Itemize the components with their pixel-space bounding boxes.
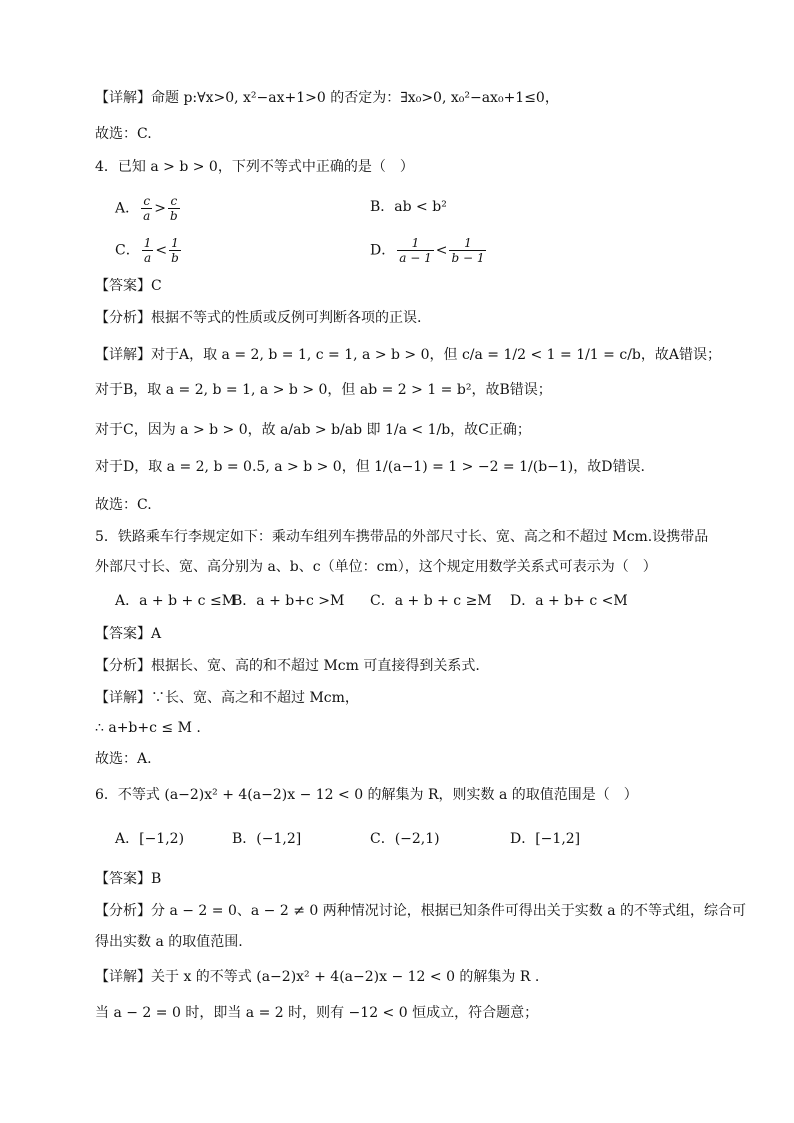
q6-detail-2: 当 a − 2 = 0 时，即当 a = 2 时，则有 −12 < 0 恒成立，符合题意； <box>95 1005 539 1021</box>
q4-detail-4: 对于D，取 a = 2, b = 0.5, a > b > 0，但 1/(a−1) = 1 > −2 = 1/(b−1)，故D错误. <box>95 459 645 475</box>
q4-analysis: 【分析】根据不等式的性质或反例可判断各项的正误. <box>95 310 422 326</box>
q6-option-c: C．(−2,1) <box>370 831 440 847</box>
q4-option-d: D． $\frac{1}{a - 1}$ < $\frac{1}{b - 1}$ <box>370 236 485 265</box>
q4-detail-2: 对于B，取 a = 2, b = 1, a > b > 0，但 ab = 2 > 1 = b²，故B错误； <box>95 382 552 398</box>
q5-option-b: B．a + b+c >M <box>232 593 345 609</box>
q6-analysis-2: 得出实数 a 的取值范围. <box>95 934 243 950</box>
q6-detail-1: 【详解】关于 x 的不等式 (a−2)x² + 4(a−2)x − 12 < 0 的解集为 R . <box>95 969 540 985</box>
q5-option-a: A．a + b + c ≤M <box>115 593 237 609</box>
q4-option-b: B．ab < b² <box>370 199 447 215</box>
q6-option-d: D．[−1,2] <box>510 831 581 847</box>
q5-analysis: 【分析】根据长、宽、高的和不超过 Mcm 可直接得到关系式. <box>95 658 480 674</box>
q6-option-b: B．(−1,2] <box>232 831 302 847</box>
q5-option-d: D．a + b+ c <M <box>510 593 628 609</box>
q5-selection: 故选：A. <box>95 751 152 767</box>
q5-detail-2: ∴ a+b+c ≤ M . <box>95 720 201 736</box>
q6-analysis-1: 【分析】分 a − 2 = 0、a − 2 ≠ 0 两种情况讨论，根据已知条件可得出关于实数 a 的不等式组，综合可 <box>95 903 746 919</box>
q4-detail-3: 对于C，因为 a > b > 0，故 a/ab > b/ab 即 1/a < 1/b，故C正确； <box>95 422 531 438</box>
q5-option-c: C．a + b + c ≥M <box>370 593 492 609</box>
q5-answer: 【答案】A <box>95 626 162 642</box>
q4-option-c: C． $\frac{1}{a}$ < $\frac{1}{b}$ <box>115 236 179 265</box>
q4-option-a: A． $\frac{c}{a}$ > $\frac{c}{b}$ <box>115 194 178 223</box>
q4-selection: 故选：C. <box>95 497 152 513</box>
q6-answer: 【答案】B <box>95 871 162 887</box>
question-5-line-2: 外部尺寸长、宽、高分别为 a、b、c（单位：cm），这个规定用数学关系式可表示为（ ） <box>95 559 657 575</box>
q4-answer: 【答案】C <box>95 278 162 294</box>
question-6: 6．不等式 (a−2)x² + 4(a−2)x − 12 < 0 的解集为 R，则实数 a 的取值范围是（ ） <box>95 787 638 803</box>
q6-option-a: A．[−1,2) <box>115 831 185 847</box>
q4-detail-1: 【详解】对于A，取 a = 2, b = 1, c = 1, a > b > 0，但 c/a = 1/2 < 1 = 1/1 = c/b，故A错误； <box>95 347 721 363</box>
solution-line: 【详解】命题 p:∀x>0, x²−ax+1>0 的否定为：∃x₀>0, x₀²−ax₀+1≤0， <box>95 90 559 106</box>
q5-detail-1: 【详解】∵长、宽、高之和不超过 Mcm， <box>95 690 359 706</box>
question-4: 4．已知 a > b > 0，下列不等式中正确的是（ ） <box>95 159 414 175</box>
question-5-line-1: 5．铁路乘车行李规定如下：乘动车组列车携带品的外部尺寸长、宽、高之和不超过 Mcm.设携带品 <box>95 529 709 545</box>
answer-choice-line: 故选：C. <box>95 126 152 142</box>
